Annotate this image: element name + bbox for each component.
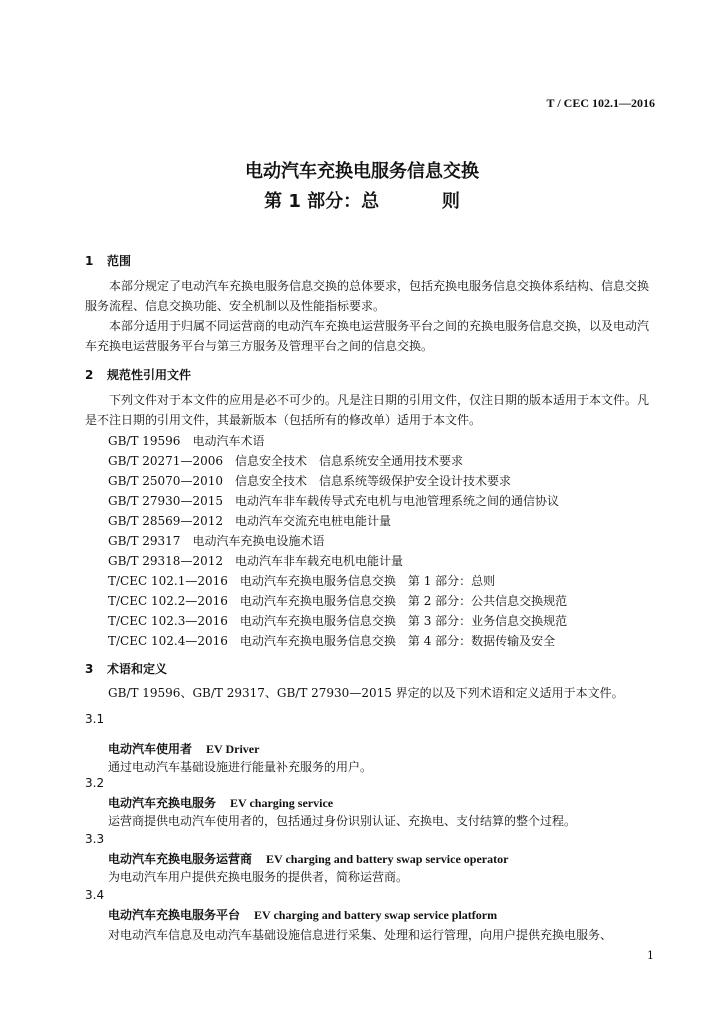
- reference-item: GB/T 29317 电动汽车充换电设施术语: [108, 534, 325, 548]
- section-heading-scope: [85, 252, 131, 269]
- term-definition: 对电动汽车信息及电动汽车基础设施信息进行采集、处理和运行管理，向用户提供充换电服务、: [108, 928, 613, 942]
- document-subtitle: 第 1 部分：总 则: [264, 191, 460, 212]
- reference-item: T/CEC 102.4—2016 电动汽车充换电服务信息交换 第 4 部分：数据传输及安全: [108, 634, 556, 648]
- reference-item: T/CEC 102.2—2016 电动汽车充换电服务信息交换 第 2 部分：公共信息交换规范: [108, 594, 568, 608]
- paragraph: 下列文件对于本文件的应用是必不可少的。凡是注日期的引用文件，仅注日期的版本适用于本文件。凡是不注日期的引用文件，其最新版本（包括所有的修改单）适用于本文件。: [85, 393, 650, 427]
- document-title: 电动汽车充换电服务信息交换: [245, 161, 479, 182]
- section-number: 2: [85, 368, 94, 382]
- clause-number: 3.4: [85, 888, 105, 902]
- paragraph: 本部分适用于归属不同运营商的电动汽车充换电运营服务平台之间的充换电服务信息交换，以及电动汽车充换电运营服务平台与第三方服务及管理平台之间的信息交换。: [85, 319, 650, 353]
- clause-number: 3.2: [85, 776, 105, 790]
- reference-item: GB/T 27930—2015 电动汽车非车载传导式充电机与电池管理系统之间的通信协议: [108, 494, 559, 508]
- term-definition: 为电动汽车用户提供充换电服务的提供者，简称运营商。: [108, 870, 409, 884]
- term-definition: 运营商提供电动汽车使用者的，包括通过身份识别认证、充换电、支付结算的整个过程。: [108, 814, 577, 828]
- reference-item: GB/T 29318—2012 电动汽车非车载充电机电能计量: [108, 554, 403, 568]
- clause-number: 3.3: [85, 832, 105, 846]
- section-title: 规范性引用文件: [107, 368, 192, 382]
- page-number: 1: [647, 949, 654, 962]
- document-code: T / CEC 102.1—2016: [546, 96, 655, 110]
- section-heading-terms: [85, 660, 167, 677]
- section-number: 3: [85, 662, 94, 676]
- term-definition: 通过电动汽车基础设施进行能量补充服务的用户。: [108, 760, 373, 774]
- term-heading: 电动汽车充换电服务 EV charging service: [108, 796, 334, 810]
- paragraph: GB/T 19596、GB/T 29317、GB/T 27930—2015 界定的以及下列术语和定义适用于本文件。: [108, 686, 624, 700]
- term-heading: 电动汽车充换电服务平台 EV charging and battery swap service platform: [108, 908, 498, 922]
- reference-item: T/CEC 102.1—2016 电动汽车充换电服务信息交换 第 1 部分：总则: [108, 574, 496, 588]
- reference-item: GB/T 25070—2010 信息安全技术 信息系统等级保护安全设计技术要求: [108, 474, 511, 488]
- term-heading: 电动汽车充换电服务运营商 EV charging and battery swap service operator: [108, 852, 509, 866]
- reference-item: T/CEC 102.3—2016 电动汽车充换电服务信息交换 第 3 部分：业务信息交换规范: [108, 614, 568, 628]
- term-heading: 电动汽车使用者 EV Driver: [108, 742, 260, 756]
- reference-item: GB/T 28569—2012 电动汽车交流充电桩电能计量: [108, 514, 391, 528]
- section-number: 1: [85, 254, 94, 268]
- paragraph: 本部分规定了电动汽车充换电服务信息交换的总体要求，包括充换电服务信息交换体系结构、信息交换服务流程、信息交换功能、安全机制以及性能指标要求。: [85, 279, 650, 313]
- section-title: 术语和定义: [107, 662, 168, 676]
- reference-item: GB/T 19596 电动汽车术语: [108, 434, 265, 448]
- section-heading-normative-references: [85, 366, 191, 383]
- clause-number: 3.1: [85, 712, 105, 726]
- section-title: 范围: [107, 254, 132, 268]
- reference-item: GB/T 20271—2006 信息安全技术 信息系统安全通用技术要求: [108, 454, 463, 468]
